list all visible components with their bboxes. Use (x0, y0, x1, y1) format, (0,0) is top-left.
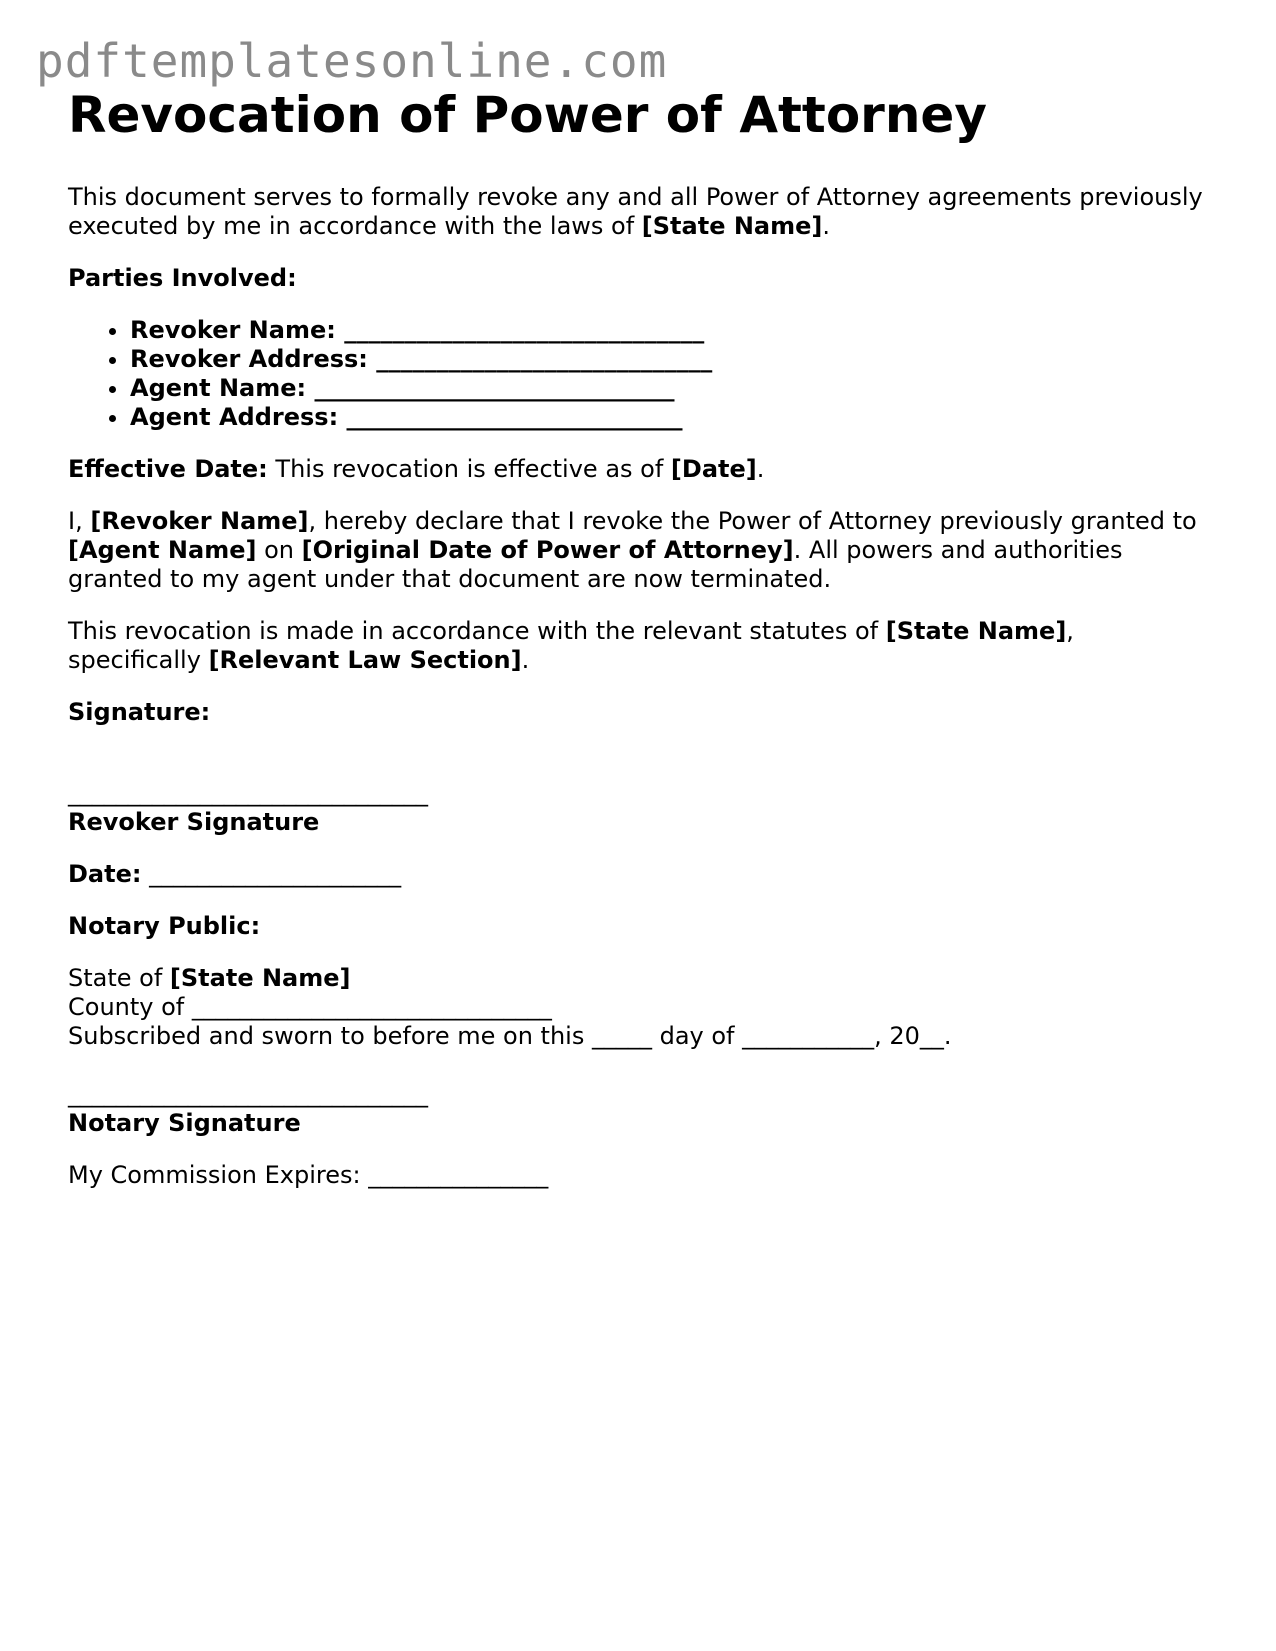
document-body (68, 183, 1208, 1190)
watermark: pdftemplatesonline.com (36, 34, 668, 88)
effective-date-paragraph: Effective Date: This revocation is effective as of [Date]. (68, 455, 765, 483)
list-item: • Revoker Address: ____________________________ (130, 345, 1208, 374)
notary-sworn: Subscribed and sworn to before me on this _____ day of ___________, 20__. (68, 1022, 952, 1050)
intro-paragraph: This document serves to formally revoke any and all Power of Attorney agreements previously executed by me in accordance with the laws of [State Name]. (68, 183, 1203, 240)
commission-expires: My Commission Expires: _______________ (68, 1161, 549, 1189)
revoker-signature-line: ______________________________ (68, 779, 428, 807)
list-item: • Agent Address: ____________________________ (130, 403, 1208, 432)
notary-signature-label: Notary Signature (68, 1109, 301, 1137)
declaration-paragraph: I, [Revoker Name], hereby declare that I revoke the Power of Attorney previously granted to [Agent Name] on [Original Date of Power of Attorney]. All powers and authorities granted to my agent under that document are now terminated. (68, 507, 1197, 593)
notary-county: County of ______________________________ (68, 993, 552, 1021)
signature-date: Date: _____________________ (68, 860, 402, 888)
notary-heading: Notary Public: (68, 912, 261, 940)
signature-heading: Signature: (68, 698, 211, 726)
document-title: Revocation of Power of Attorney (68, 86, 987, 144)
list-item: • Revoker Name: ______________________________ (130, 316, 1208, 345)
notary-state: State of [State Name] (68, 964, 351, 992)
notary-signature-line: ______________________________ (68, 1080, 428, 1108)
list-item: • Agent Name: ______________________________ (130, 374, 1208, 403)
statute-paragraph: This revocation is made in accordance with the relevant statutes of [State Name], specifically [Relevant Law Section]. (68, 617, 1074, 674)
parties-list (68, 316, 1208, 432)
parties-heading: Parties Involved: (68, 264, 297, 292)
revoker-signature-label: Revoker Signature (68, 808, 320, 836)
